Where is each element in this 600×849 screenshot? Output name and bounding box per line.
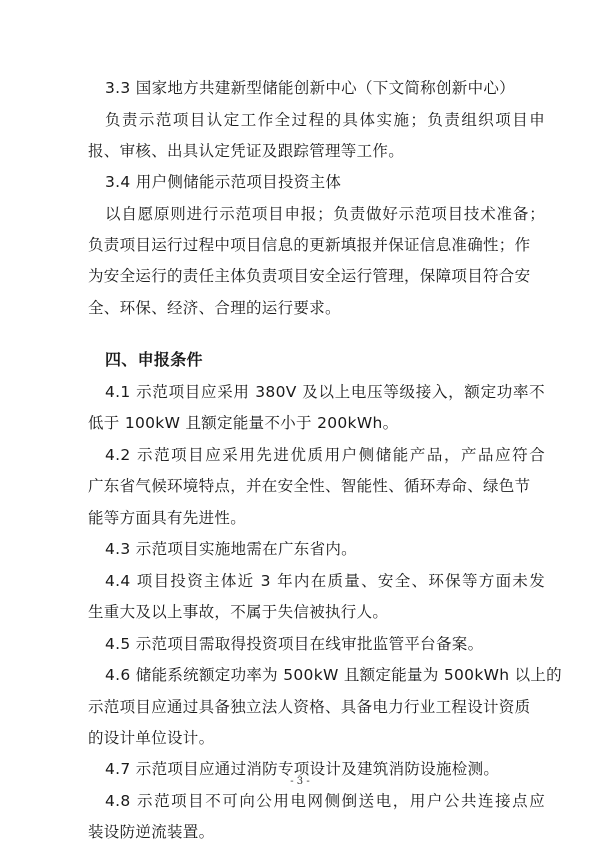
paragraph-line: 4.5 示范项目需取得投资项目在线审批监管平台备案。: [105, 635, 484, 653]
paragraph-line: 低于 100kW 且额定能量不小于 200kWh。: [88, 414, 399, 432]
paragraph-line: 负责项目运行过程中项目信息的更新填报并保证信息准确性；作: [88, 236, 531, 254]
paragraph-line: 报、审核、出具认定凭证及跟踪管理等工作。: [88, 142, 405, 160]
paragraph-line: 4.6 储能系统额定功率为 500kW 且额定能量为 500kWh 以上的: [105, 666, 562, 684]
section-3-3-heading: 3.3 国家地方共建新型储能创新中心（下文简称创新中心）: [105, 79, 515, 97]
paragraph-line: 4.8 示范项目不可向公用电网侧倒送电，用户公共连接点应: [105, 792, 545, 810]
paragraph-line: 全、环保、经济、合理的运行要求。: [88, 299, 341, 317]
section-4-heading: 四、申报条件: [105, 350, 203, 369]
paragraph-line: 装设防逆流装置。: [88, 823, 215, 841]
paragraph-line: 的设计单位设计。: [88, 729, 215, 747]
paragraph-line: 广东省气候环境特点，并在安全性、智能性、循环寿命、绿色节: [88, 477, 531, 495]
paragraph-line: 4.3 示范项目实施地需在广东省内。: [105, 540, 357, 558]
paragraph-line: 以自愿原则进行示范项目申报；负责做好示范项目技术准备；: [105, 205, 545, 223]
paragraph-line: 4.4 项目投资主体近 3 年内在质量、安全、环保等方面未发: [105, 572, 545, 590]
paragraph-line: 4.1 示范项目应采用 380V 及以上电压等级接入，额定功率不: [105, 383, 545, 401]
paragraph-line: 生重大及以上事故，不属于失信被执行人。: [88, 603, 389, 621]
section-3-4-heading: 3.4 用户侧储能示范项目投资主体: [105, 173, 342, 191]
paragraph-line: 能等方面具有先进性。: [88, 509, 247, 527]
paragraph-line: 4.2 示范项目应采用先进优质用户侧储能产品，产品应符合: [105, 446, 545, 464]
paragraph-line: 示范项目应通过具备独立法人资格、具备电力行业工程设计资质: [88, 698, 531, 716]
paragraph-line: 4.7 示范项目应通过消防专项设计及建筑消防设施检测。: [105, 760, 500, 778]
paragraph-line: 负责示范项目认定工作全过程的具体实施；负责组织项目申: [105, 111, 545, 129]
page-number: - 3 -: [290, 776, 310, 787]
paragraph-line: 为安全运行的责任主体负责项目安全运行管理，保障项目符合安: [88, 267, 531, 285]
